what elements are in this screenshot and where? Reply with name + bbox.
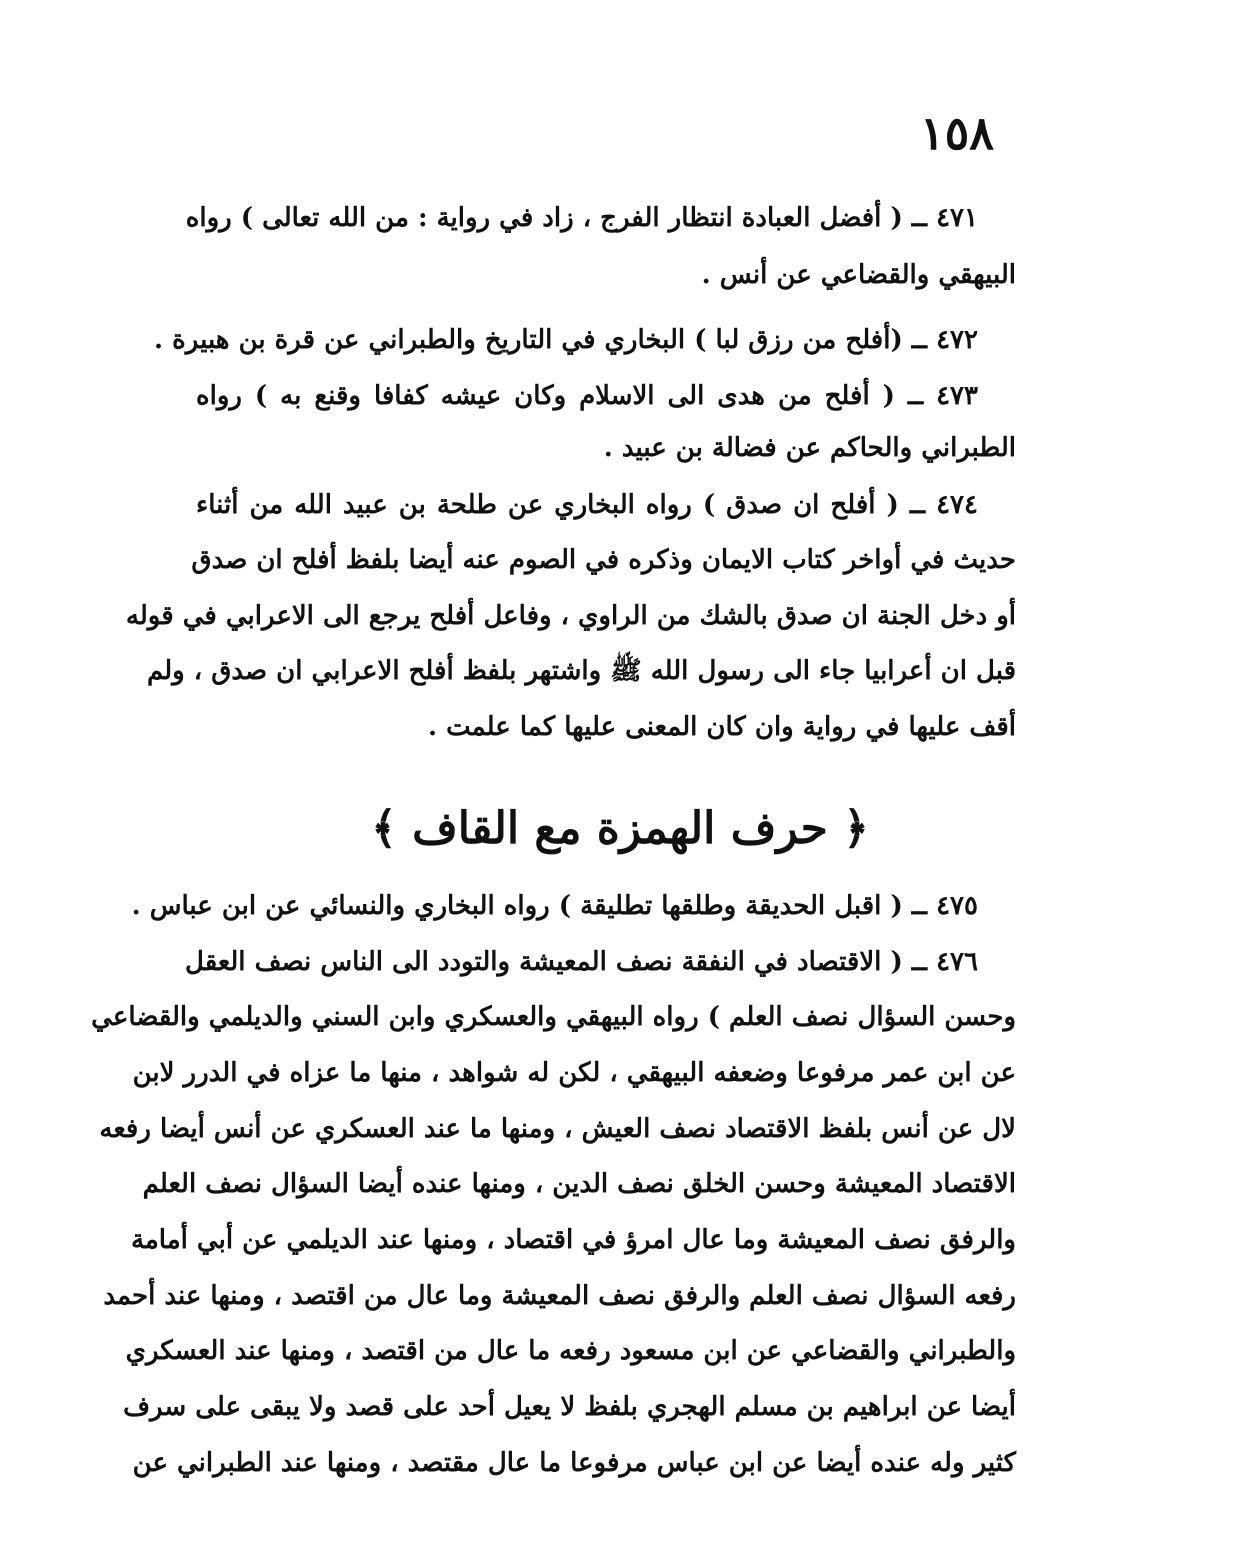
text-line: وحسن السؤال نصف العلم ) رواه البيهقي والعسكري وابن السني والديلمي والقضاعي (91, 1002, 1016, 1032)
text-line: قبل ان أعرابيا جاء الى رسول الله ﷺ واشتهر بلفظ أفلح الاعرابي ان صدق ، ولم (146, 656, 1016, 686)
text-line: رفعه السؤال نصف العلم والرفق نصف المعيشة وما عال من اقتصد ، ومنها عند أحمد (103, 1281, 1016, 1311)
text-line: لال عن أنس بلفظ الاقتصاد نصف العيش ، ومنها ما عند العسكري عن أنس أيضا رفعه (99, 1114, 1016, 1144)
text-line: كثير وله عنده أيضا عن ابن عباس مرفوعا ما عال مقتصد ، ومنها عند الطبراني عن (132, 1448, 1016, 1478)
text-line: ٤٧٦ ــ ( الاقتصاد في النفقة نصف المعيشة والتودد الى الناس نصف العقل (185, 947, 978, 977)
text-line: ٤٧١ ــ ( أفضل العبادة انتظار الفرج ، زاد في رواية : من الله تعالى ) رواه (185, 203, 978, 233)
text-line: عن ابن عمر مرفوعا وضعفه البيهقي ، لكن له شواهد ، منها ما عزاه في الدرر لابن (132, 1058, 1016, 1088)
text-line: أيضا عن ابراهيم بن مسلم الهجري بلفظ لا يعيل أحد على قصد ولا يبقى على سرف (123, 1392, 1016, 1422)
text-line: البيهقي والقضاعي عن أنس . (701, 260, 1016, 290)
text-line: أقف عليها في رواية وان كان المعنى عليها كما علمت . (427, 712, 1016, 742)
text-line: ٤٧٤ ــ ( أفلح ان صدق ) رواه البخاري عن طلحة بن عبيد الله من أثناء (196, 490, 978, 520)
text-line: أو دخل الجنة ان صدق بالشك من الراوي ، وفاعل أفلح يرجع الى الاعرابي في قوله (125, 601, 1016, 631)
text-line: ٤٧٢ ــ (أفلح من رزق لبا ) البخاري في التاريخ والطبراني عن قرة بن هبيرة . (154, 325, 978, 355)
text-line: ٤٧٣ ــ ( أفلح من هدى الى الاسلام وكان عيشه كفافا وقنع به ) رواه (196, 381, 978, 411)
text-line: الطبراني والحاكم عن فضالة بن عبيد . (603, 433, 1016, 463)
text-line: حديث في أواخر كتاب الايمان وذكره في الصوم عنه أيضا بلفظ أفلح ان صدق (191, 545, 1016, 575)
text-line: والطبراني والقضاعي عن ابن مسعود رفعه ما عال من اقتصد ، ومنها عند العسكري (125, 1336, 1016, 1366)
text-line: ٤٧٥ ــ ( اقبل الحديقة وطلقها تطليقة ) رواه البخاري والنسائي عن ابن عباس . (131, 891, 978, 921)
text-line: والرفق نصف المعيشة وما عال امرؤ في اقتصاد ، ومنها عند الديلمي عن أبي أمامة (130, 1225, 1016, 1255)
page-number: ١٥٨ (919, 106, 994, 160)
text-line: الاقتصاد المعيشة وحسن الخلق نصف الدين ، ومنها عنده أيضا السؤال نصف العلم (142, 1169, 1016, 1199)
section-heading: ﴿ حرف الهمزة مع القاف ﴾ (371, 803, 869, 854)
